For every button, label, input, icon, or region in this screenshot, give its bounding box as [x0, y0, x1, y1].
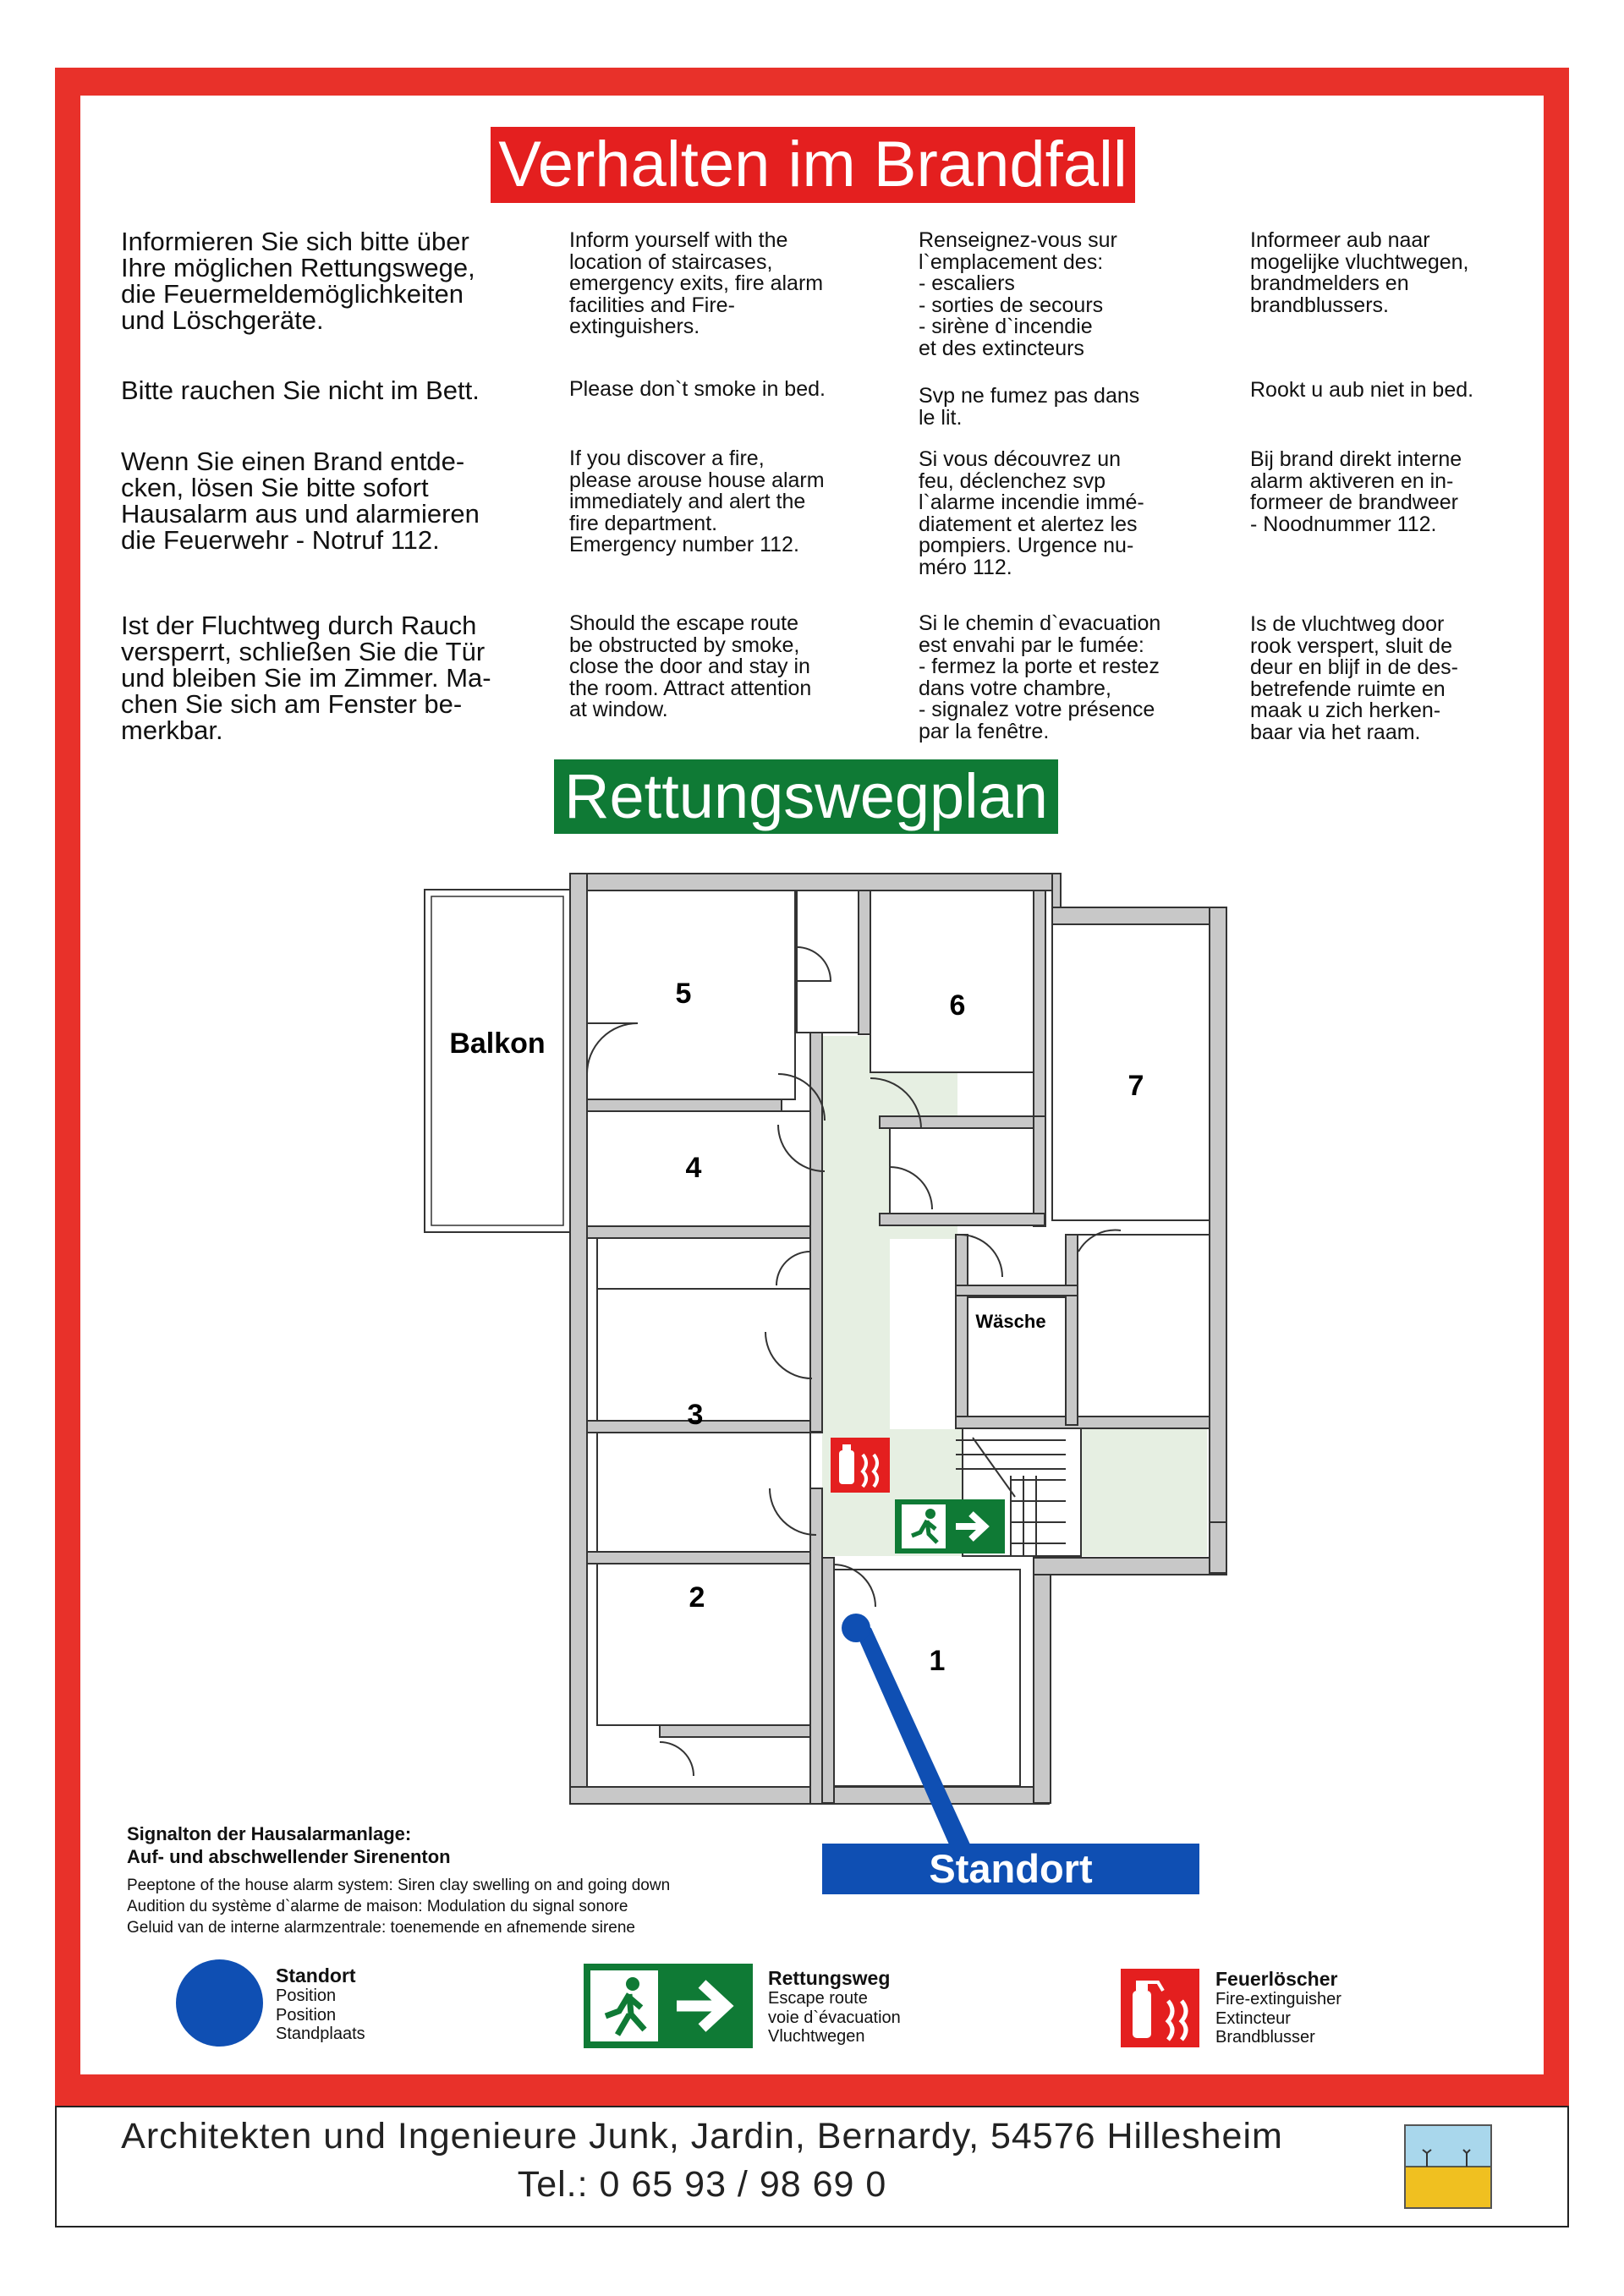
instruction-3-de: Wenn Sie einen Brand entde- cken, lösen Sie bitte sofort Hausalarm aus und alarmieren die Feuerwehr - Notruf 112. — [121, 447, 480, 555]
instruction-1-en: Inform yourself with the location of staircases, emergency exits, fire alarm facilities and Fire- extinguishers. — [569, 228, 824, 338]
legend-feuerloescher-lines: Fire-extinguisher Extincteur Brandblusser — [1215, 1990, 1341, 2047]
instruction-1-de: Informieren Sie sich bitte über Ihre möglichen Rettungswege, die Feuermeldemöglichkeiten und Löschgeräte. — [121, 227, 475, 335]
room-6-label: 6 — [949, 989, 966, 1022]
legend-standort-lines: Position Position Standplaats — [276, 1986, 365, 2043]
signal-translations: Peeptone of the house alarm system: Siren clay swelling on and going down Audition du système d`alarme de maison: Modulation du signal sonore Geluid van de interne alarmzentrale: toenemende en afnemende sirene — [127, 1877, 671, 1937]
signal-heading: Signalton der Hausalarmanlage: Auf- und abschwellender Sirenenton — [127, 1823, 451, 1867]
instruction-1-fr: Renseignez-vous sur l`emplacement des: - escaliers - sorties de secours - sirène d`incendie et des extincteurs — [919, 228, 1117, 360]
instruction-2-fr: Svp ne fumez pas dans le lit. — [919, 384, 1140, 430]
instruction-4-en: Should the escape route be obstructed by smoke, close the door and stay in the room. Attract attention at window. — [569, 611, 812, 721]
legend-standort — [176, 1959, 263, 2047]
room-1-label: 1 — [929, 1645, 946, 1677]
instruction-2-de: Bitte rauchen Sie nicht im Bett. — [121, 375, 480, 405]
balcony — [425, 890, 570, 1232]
legend-standort-text — [276, 1964, 365, 2044]
instruction-3-en: If you discover a fire, please arouse house alarm immediately and alert the fire department. Emergency number 112. — [569, 447, 825, 556]
plan-title: Rettungswegplan — [554, 759, 1058, 834]
balcony-label: Balkon — [449, 1027, 546, 1060]
legend-rettungsweg-title: Rettungsweg — [768, 1967, 891, 1989]
instruction-4-fr: Si le chemin d`evacuation est envahi par le fumée: - fermez la porte et restez dans votre chambre, - signalez votre présence par la fenêtre. — [919, 611, 1161, 743]
instruction-4-de: Ist der Fluchtweg durch Rauch versperrt, schließen Sie die Tür und bleiben Sie im Zimmer. Ma- chen Sie sich am Fenster be- merkbar. — [121, 611, 491, 745]
fire-extinguisher-icon — [831, 1438, 890, 1493]
rooms — [587, 890, 1210, 1786]
footer-company: Architekten und Ingenieure Junk, Jardin, Bernardy, 54576 Hillesheim — [121, 2116, 1283, 2156]
legend-feuerloescher-text — [1215, 1968, 1341, 2047]
logo-trees-icon — [1406, 2126, 1490, 2207]
position-dot-icon — [176, 1959, 263, 2047]
instruction-2-en: Please don`t smoke in bed. — [569, 377, 826, 401]
instruction-2-nl: Rookt u aub niet in bed. — [1250, 378, 1474, 402]
escape-route-icon-graphic — [584, 1964, 753, 2048]
company-logo — [1404, 2124, 1492, 2209]
instruction-3-fr: Si vous découvrez un feu, déclenchez svp l`alarme incendie immé- diatement et alertez les pompiers. Urgence nu- méro 112. — [919, 447, 1144, 579]
instruction-4-nl: Is de vluchtweg door rook verspert, sluit de deur en blijf in de des- betrefende ruimte en maak u zich herken- baar via het raam. — [1250, 612, 1458, 744]
footer-phone: Tel.: 0 65 93 / 98 69 0 — [517, 2164, 887, 2205]
legend-standort-title: Standort — [276, 1964, 356, 1986]
legend-rettungsweg-text — [768, 1967, 901, 2047]
room-5-label: 5 — [675, 978, 692, 1010]
main-title: Verhalten im Brandfall — [491, 127, 1135, 203]
room-3-label: 3 — [687, 1399, 704, 1431]
instruction-1-nl: Informeer aub naar mogelijke vluchtwegen, brandmelders en brandblussers. — [1250, 228, 1469, 317]
fire-extinguisher-legend-icon — [1121, 1969, 1199, 2047]
legend-feuerloescher-title: Feuerlöscher — [1215, 1968, 1338, 1990]
instruction-3-nl: Bij brand direkt interne alarm aktiveren en in- formeer de brandweer - Noodnummer 112. — [1250, 447, 1462, 536]
room-2-label: 2 — [689, 1581, 705, 1614]
exit-sign-icon — [895, 1499, 1005, 1553]
fire-extinguisher-legend-graphic — [1121, 1969, 1199, 2047]
standort-tag: Standort — [822, 1844, 1199, 1894]
escape-route-icon — [584, 1964, 753, 2048]
laundry-label: Wäsche — [975, 1311, 1046, 1332]
room-7-label: 7 — [1127, 1070, 1144, 1102]
room-4-label: 4 — [685, 1152, 702, 1184]
legend-rettungsweg-lines: Escape route voie d`évacuation Vluchtwegen — [768, 1989, 901, 2046]
